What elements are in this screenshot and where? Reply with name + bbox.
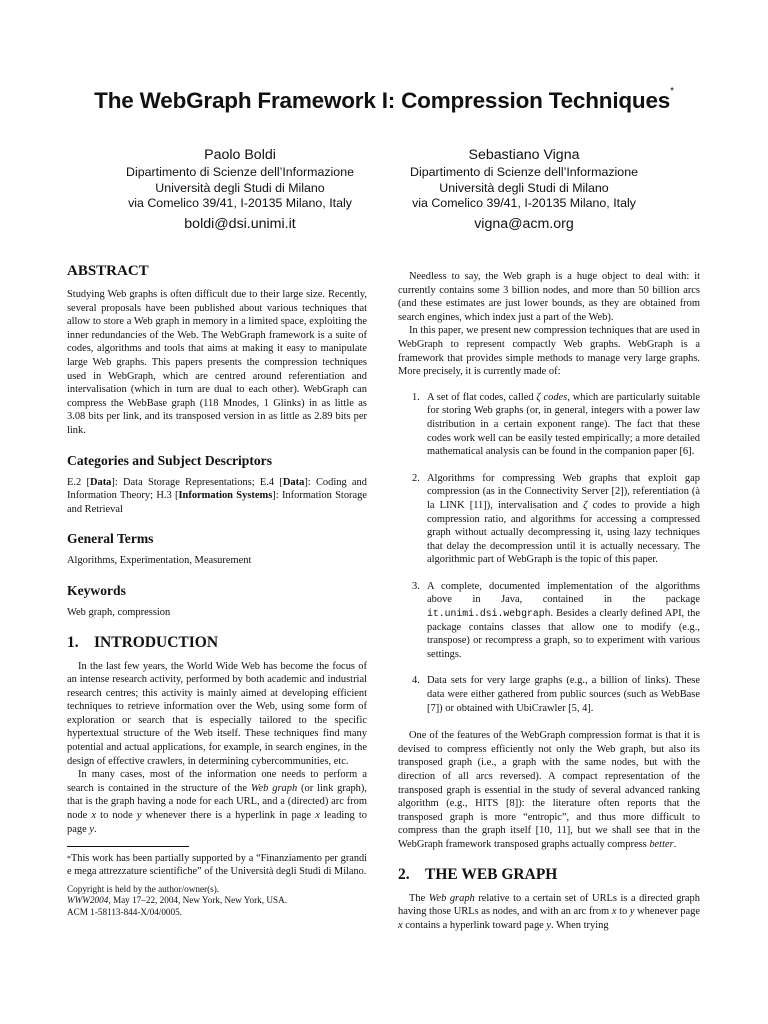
author-address: via Comelico 39/41, I-20135 Milano, Italy — [128, 196, 352, 211]
author-name: Sebastiano Vigna — [468, 147, 580, 163]
categories-text: E.2 [Data]: Data Storage Representations; E.4 [Data]: Coding and Information Theory; H.3 [Information Systems]: Information Storage and Retrieval — [67, 476, 367, 515]
author-dept: Dipartimento di Scienze dell’Informazione — [126, 165, 354, 179]
acm-line: ACM 1-58113-844-X/04/0005. — [67, 906, 183, 917]
list-item: 1. A set of flat codes, called ζ codes, which are particularly suitable for storing Web graphs (or, in general, integers with a power law distribution in a certain exponent range). The fact that these codes work well can be easily tested empirically; a more detailed mathematical analysis can be found in the companion paper [6]. — [412, 391, 700, 458]
abstract-text: Studying Web graphs is often difficult due to their large size. Recently, several proposals have been published about various techniques that allow to store a Web graph in memory in a limited space, exploiting the inner redundancies of the Web. The WebGraph framework is a suite of codes, algorithms and tools that aims at making it easy to manipulate large Web graphs. This papers presents the compression techniques used in WebGraph, which are centred around referentiation and intervalisation (which in turn are dual to each other). WebGraph can compress the WebBase graph (118 Mnodes, 1 Glinks) in as little as 3.08 bits per link, and its transposed version in as little as 2.89 bits per link. — [67, 289, 367, 436]
author-univ: Università degli Studi di Milano — [155, 180, 325, 195]
intro-paragraph-1: In the last few years, the World Wide Web has become the focus of an intense research activity, performed by both academic and industrial research centres; this activity is mainly aimed at developing efficient techniques to retrieve information over the Web, using some form of exploration or search that is especially tailored to the specific hypertextual structure of the Web itself. These techniques find many potential and actual applications, for example, in search engines, in the design of effective crawlers, in determining cybercommunities, etc. — [67, 660, 367, 767]
footnote-text: *This work has been partially supported by a “Finanziamento per grandi e mega attrezzature scientifiche” of the Università degli Studi di Milano. — [67, 853, 367, 877]
keywords-heading: Keywords — [67, 582, 126, 598]
author-name: Paolo Boldi — [204, 147, 276, 163]
paper-title-text: The WebGraph Framework I: Compression Techniques — [94, 88, 671, 113]
keywords-text: Web graph, compression — [67, 606, 171, 618]
author-block-vigna — [359, 146, 689, 234]
copyright-line: Copyright is held by the author/owner(s). — [67, 884, 220, 895]
right-paragraph-2: In this paper, we present new compression techniques that are used in WebGraph to represent compactly Web graphs. WebGraph is a framework that provides simple methods to manage very large graphs. More precisely, it is currently made of: — [398, 325, 700, 378]
intro-heading: 1. INTRODUCTION — [67, 633, 219, 651]
categories-heading: Categories and Subject Descriptors — [67, 452, 273, 468]
intro-paragraph-2: In many cases, most of the information one needs to perform a search is contained in the structure of the Web graph (or link graph), that is the graph having a node for each URL, and a (directed) arc from node x to node y whenever there is a hyperlink in page x leading to page y. — [67, 769, 367, 835]
author-address: via Comelico 39/41, I-20135 Milano, Italy — [412, 196, 636, 211]
list-item: 4. Data sets for very large graphs (e.g., a billion of links). These data were either gathered from public sources (such as WebBase [7]) or obtained with UbiCrawler [5, 4]. — [412, 675, 700, 714]
conference-line: WWW2004, May 17–22, 2004, New York, New York, USA. — [67, 895, 287, 906]
author-dept: Dipartimento di Scienze dell’Informazione — [410, 165, 638, 179]
paper-title — [0, 88, 768, 114]
author-univ: Università degli Studi di Milano — [439, 180, 609, 195]
footnote-rule — [67, 846, 189, 847]
right-column — [398, 270, 700, 932]
author-email: vigna@acm.org — [474, 215, 574, 232]
general-terms-heading: General Terms — [67, 531, 154, 547]
right-paragraph-1: Needless to say, the Web graph is a huge object to deal with: it currently contains some 3 billion nodes, and more than 50 billion arcs (and these estimates are just lower bounds, as they are obtained from search engines, which index just a part of the Web). — [398, 271, 700, 323]
author-block-boldi — [75, 146, 405, 234]
left-column — [67, 262, 367, 918]
title-footnote-mark: * — [670, 86, 674, 97]
right-paragraph-3: One of the features of the WebGraph compression format is that it is devised to compress efficiently not only the Web graph, but also its transposed graph (i.e., a graph with the same nodes, but with the direction of all arcs reversed). A compact representation of the transposed graph is essential in the study of several advanced ranking algorithm (e.g., HITS [8]): the literature often reports that the transposed graph is more “entropic”, and thus more difficult to compress than the graph itself [10, 11], but we shall see that in the WebGraph framework transposed graphs actually compress better. — [398, 730, 700, 850]
abstract-heading: ABSTRACT — [67, 263, 149, 279]
general-terms-text: Algorithms, Experimentation, Measurement — [67, 555, 252, 567]
web-graph-heading: 2. THE WEB GRAPH — [398, 865, 558, 883]
web-graph-paragraph: The Web graph relative to a certain set of URLs is a directed graph having those URLs as nodes, and with an arc from x to y whenever page x contains a hyperlink toward page y. When trying — [398, 892, 700, 931]
list-item: 2. Algorithms for compressing Web graphs that exploit gap compression (as in the Connectivity Server [2]), referentiation (à la LINK [11]), intervalisation and ζ codes to provide a high compression ratio, and algorithms for accessing a compressed graph without actually decompressing it, using lazy techniques that delay the decompression until it is actually necessary. The algorithmic part of WebGraph is the topic of this paper. — [412, 472, 700, 566]
list-item: 3. A complete, documented implementation of the algorithms above in Java, contained in the package it.unimi.dsi.webgraph. Besides a clearly defined API, the package contains classes that allow one to modify (e.g., transpose) or recompress a graph, so to experiment with various settings. — [412, 580, 700, 660]
feature-list — [398, 391, 700, 715]
author-email: boldi@dsi.unimi.it — [184, 215, 296, 232]
